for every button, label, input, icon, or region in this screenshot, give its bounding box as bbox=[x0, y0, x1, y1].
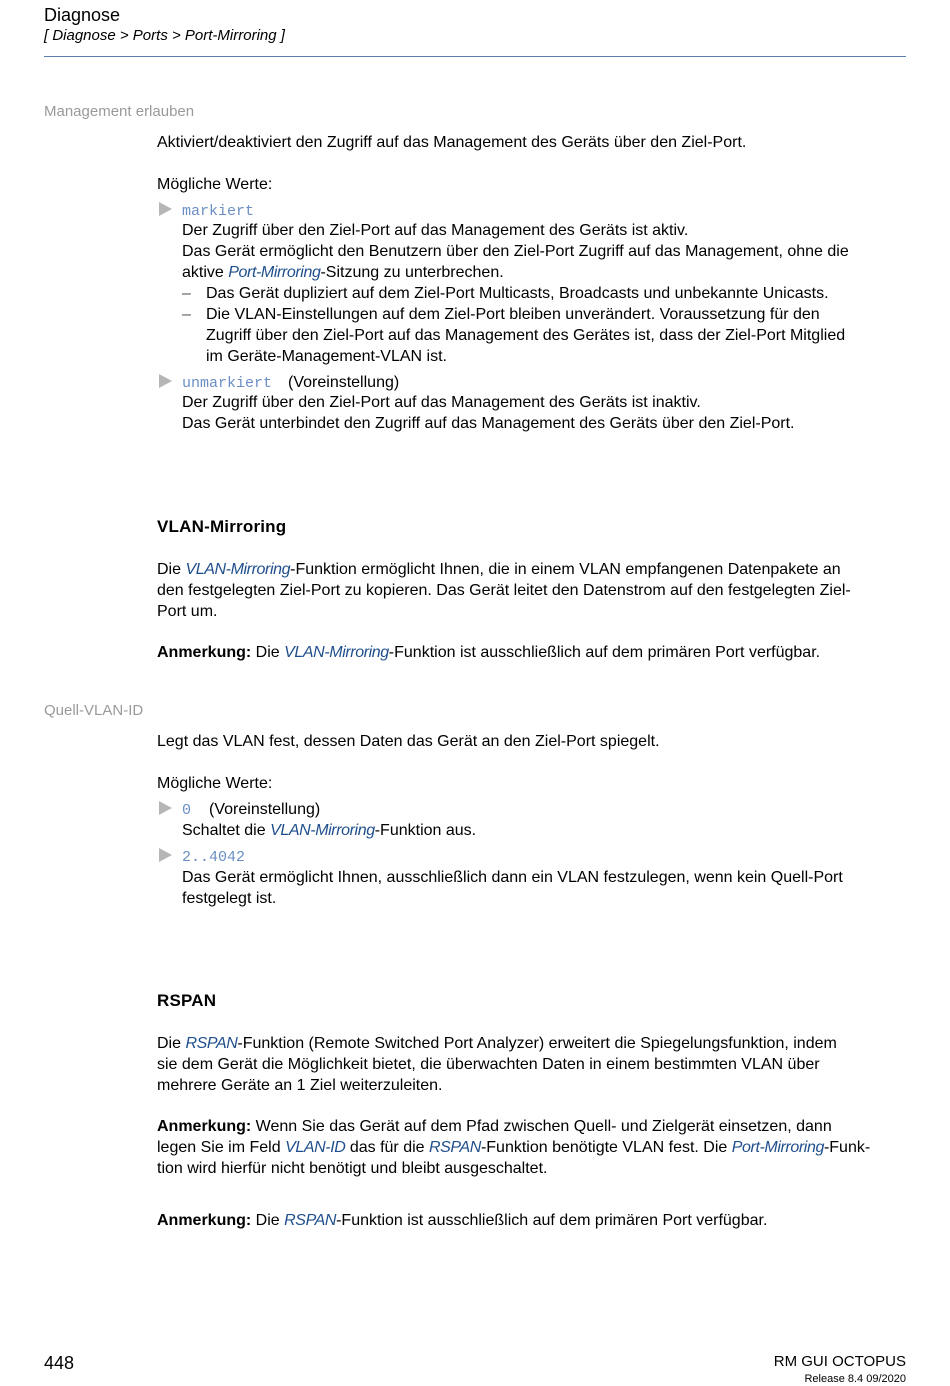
vlan-id-link[interactable]: VLAN-ID bbox=[285, 1139, 346, 1156]
bullet-arrow-icon bbox=[159, 801, 172, 815]
possible-values-label: Mögliche Werte: bbox=[157, 176, 273, 193]
page-header-title: Diagnose bbox=[44, 5, 121, 25]
page-number: 448 bbox=[44, 1353, 75, 1373]
rspan-paragraph-3: mehrere Geräte an 1 Ziel weiterzuleiten. bbox=[157, 1077, 443, 1094]
vlan-mirroring-paragraph-1: Die VLAN-Mirroring-Funktion ermöglicht Ihnen, die in einem VLAN empfangenen Datenpakete an bbox=[157, 561, 841, 578]
port-mirroring-link[interactable]: Port-Mirroring bbox=[228, 264, 321, 281]
section-heading-vlan-mirroring: VLAN-Mirroring bbox=[157, 517, 287, 536]
dash-item-2c: im Geräte-Management-VLAN ist. bbox=[206, 348, 447, 365]
vlan-mirroring-note: Anmerkung: Die VLAN-Mirroring-Funktion ist ausschließlich auf dem primären Port verfügbar. bbox=[157, 644, 821, 661]
marked-description-3: aktive Port-Mirroring-Sitzung zu unterbrechen. bbox=[182, 264, 504, 281]
management-description: Aktiviert/deaktiviert den Zugriff auf das Management des Geräts über den Ziel-Port. bbox=[157, 134, 747, 151]
rspan-note-1b: legen Sie im Feld VLAN-ID das für die RSPAN-Funktion benötigte VLAN fest. Die Port-Mirroring-Funk- bbox=[157, 1139, 871, 1156]
unmarked-description-1: Der Zugriff über den Ziel-Port auf das Management des Geräts ist inaktiv. bbox=[182, 394, 701, 411]
vlan-mirroring-link[interactable]: VLAN-Mirroring bbox=[185, 561, 291, 578]
dash-marker-1: – bbox=[182, 285, 191, 302]
dash-item-2a: Die VLAN-Einstellungen auf dem Ziel-Port bleiben unverändert. Voraussetzung für den bbox=[206, 306, 820, 323]
value-range-description-2: festgelegt ist. bbox=[182, 890, 277, 907]
rspan-note-1c: tion wird hierfür nicht benötigt und bleibt ausgeschaltet. bbox=[157, 1160, 548, 1177]
rspan-link[interactable]: RSPAN bbox=[185, 1035, 238, 1052]
value-zero-description: Schaltet die VLAN-Mirroring-Funktion aus. bbox=[182, 822, 477, 839]
value-zero: 0 (Voreinstellung) bbox=[182, 801, 321, 819]
dash-marker-2: – bbox=[182, 306, 191, 323]
unmarked-description-2: Das Gerät unterbindet den Zugriff auf das Management des Geräts über den Ziel-Port. bbox=[182, 415, 795, 432]
marked-description-2: Das Gerät ermöglicht den Benutzern über den Ziel-Port Zugriff auf das Management, ohne die bbox=[182, 243, 849, 260]
bullet-arrow-icon bbox=[159, 374, 172, 388]
breadcrumb: [ Diagnose > Ports > Port-Mirroring ] bbox=[44, 27, 285, 44]
marked-description-1: Der Zugriff über den Ziel-Port auf das Management des Geräts ist aktiv. bbox=[182, 222, 689, 239]
bullet-arrow-icon bbox=[159, 202, 172, 216]
value-range-description-1: Das Gerät ermöglicht Ihnen, ausschließlich dann ein VLAN festzulegen, wenn kein Quell-Port bbox=[182, 869, 843, 886]
value-range: 2..4042 bbox=[182, 849, 246, 866]
port-mirroring-link[interactable]: Port-Mirroring bbox=[731, 1139, 824, 1156]
rspan-note-2: Anmerkung: Die RSPAN-Funktion ist ausschließlich auf dem primären Port verfügbar. bbox=[157, 1212, 768, 1229]
dash-item-2b: Zugriff über den Ziel-Port auf das Management des Gerätes ist, dass der Ziel-Port Mitglied bbox=[206, 327, 846, 344]
field-label-source-vlan: Quell-VLAN-ID bbox=[44, 702, 144, 719]
bullet-arrow-icon bbox=[159, 848, 172, 862]
footer-release: Release 8.4 09/2020 bbox=[804, 1373, 906, 1385]
rspan-paragraph-1: Die RSPAN-Funktion (Remote Switched Port Analyzer) erweitert die Spiegelungsfunktion, indem bbox=[157, 1035, 837, 1052]
section-heading-rspan: RSPAN bbox=[157, 991, 217, 1010]
value-unmarked: unmarkiert (Voreinstellung) bbox=[182, 374, 400, 392]
vlan-mirroring-link[interactable]: VLAN-Mirroring bbox=[270, 822, 375, 839]
source-vlan-description: Legt das VLAN fest, dessen Daten das Gerät an den Ziel-Port spiegelt. bbox=[157, 733, 660, 750]
vlan-mirroring-link[interactable]: VLAN-Mirroring bbox=[284, 644, 389, 661]
value-marked: markiert bbox=[182, 203, 255, 220]
vlan-mirroring-paragraph-2: den festgelegten Ziel-Port zu kopieren. Das Gerät leitet den Datenstrom auf den festgelegten Ziel- bbox=[157, 582, 851, 599]
footer-product: RM GUI OCTOPUS bbox=[773, 1353, 906, 1370]
rspan-note-1a: Anmerkung: Wenn Sie das Gerät auf dem Pfad zwischen Quell- und Zielgerät einsetzen, dann bbox=[157, 1118, 832, 1135]
rspan-link[interactable]: RSPAN bbox=[284, 1212, 337, 1229]
vlan-mirroring-paragraph-3: Port um. bbox=[157, 603, 218, 620]
header-divider bbox=[44, 56, 906, 57]
rspan-link[interactable]: RSPAN bbox=[429, 1139, 481, 1156]
rspan-paragraph-2: sie dem Gerät die Möglichkeit bietet, die überwachten Daten in einem bestimmten VLAN über bbox=[157, 1056, 820, 1073]
dash-item-1: Das Gerät dupliziert auf dem Ziel-Port Multicasts, Broadcasts und unbekannte Unicasts. bbox=[206, 285, 829, 302]
possible-values-label: Mögliche Werte: bbox=[157, 775, 273, 792]
field-label-management: Management erlauben bbox=[44, 103, 195, 120]
